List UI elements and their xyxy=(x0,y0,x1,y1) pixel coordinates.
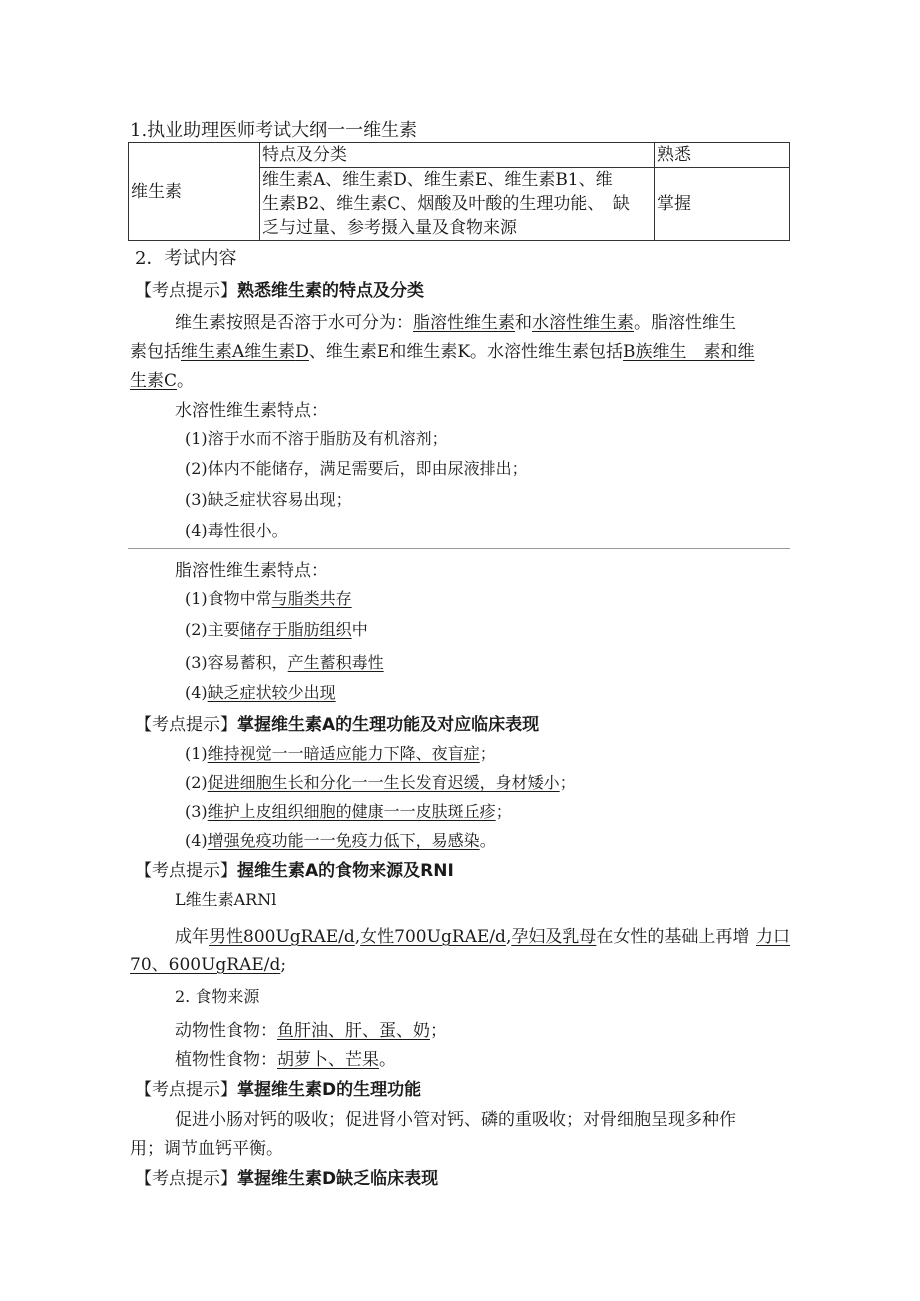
row-content-cell: 维生素A、维生素D、维生素E、维生素B1、维 生素B2、维生素C、烟酸及叶酸的生理功能、 缺 乏与过量、参考摄入量及食物来源 xyxy=(260,168,655,241)
list-item: (1)维持视觉一一暗适应能力下降、夜盲症； xyxy=(185,744,496,763)
list-item: (2)体内不能储存，满足需要后，即由尿液排出； xyxy=(185,459,528,478)
rni-heading: L维生素ARNl xyxy=(175,890,277,909)
list-item: (1)溶于水而不溶于脂肪及有机溶剂； xyxy=(185,429,448,448)
kp-vitamin-a-function: 【考点提示】掌握维生素A的生理功能及对应临床表现 xyxy=(135,715,540,735)
page-divider xyxy=(128,548,790,549)
kp-vitamin-a-food-rni: 【考点提示】握维生素A的食物来源及RNI xyxy=(135,861,454,881)
kp-vitamin-d-function: 【考点提示】掌握维生素D的生理功能 xyxy=(135,1080,422,1100)
list-item: (4)毒性很小。 xyxy=(185,521,288,540)
paragraph-line: 用；调节血钙平衡。 xyxy=(130,1139,283,1159)
section-title: 2．考试内容 xyxy=(135,248,237,269)
header-characteristics: 特点及分类 xyxy=(260,143,655,168)
kp-vitamin-d-deficiency: 【考点提示】掌握维生素D缺乏临床表现 xyxy=(135,1169,439,1189)
list-item: (3)维护上皮组织细胞的健康一一皮肤斑丘疹； xyxy=(185,802,512,821)
fat-heading: 脂溶性维生素特点： xyxy=(175,561,328,581)
list-item: (2)促进细胞生长和分化一一生长发育迟缓，身材矮小； xyxy=(185,773,576,792)
header-familiar: 熟悉 xyxy=(655,143,790,168)
document-title: 1.执业助理医师考试大纲一一维生素 xyxy=(130,120,418,141)
water-heading: 水溶性维生素特点： xyxy=(175,401,328,421)
kp-familiar-classification: 【考点提示】熟悉维生素的特点及分类 xyxy=(135,281,424,301)
food-heading: 2. 食物来源 xyxy=(175,987,260,1006)
paragraph-line: 生素C。 xyxy=(130,371,195,391)
paragraph-line: 维生素按照是否溶于水可分为：脂溶性维生素和水溶性维生素。脂溶性维生 xyxy=(175,313,736,333)
list-item: (2)主要储存于脂肪组织中 xyxy=(185,620,368,639)
food-line-plant: 植物性食物：胡萝卜、芒果。 xyxy=(175,1050,396,1070)
table-header-row xyxy=(129,143,790,168)
list-item: (4)增强免疫功能一一免疫力低下，易感染。 xyxy=(185,831,496,850)
list-item: (3)容易蓄积，产生蓄积毒性 xyxy=(185,653,384,672)
row-level-cell: 掌握 xyxy=(655,168,790,241)
row-label-cell: 维生素 xyxy=(129,143,260,241)
list-item: (3)缺乏症状容易出现； xyxy=(185,490,352,509)
paragraph-line: 素包括维生素A维生素D、维生素E和维生素K。水溶性维生素包括B族维生 素和维 xyxy=(130,342,755,362)
paragraph-line: 促进小肠对钙的吸收；促进肾小管对钙、磷的重吸收；对骨细胞呈现多种作 xyxy=(175,1110,736,1130)
rni-line: 70、600UgRAE/d; xyxy=(130,955,287,975)
syllabus-table xyxy=(128,142,790,241)
list-item: (1)食物中常与脂类共存 xyxy=(185,589,352,608)
list-item: (4)缺乏症状较少出现 xyxy=(185,683,336,702)
rni-line: 成年男性800UgRAE/d,女性700UgRAE/d,孕妇及乳母在女性的基础上再增 力口 xyxy=(175,927,790,947)
food-line-animal: 动物性食物：鱼肝油、肝、蛋、奶； xyxy=(175,1021,447,1041)
